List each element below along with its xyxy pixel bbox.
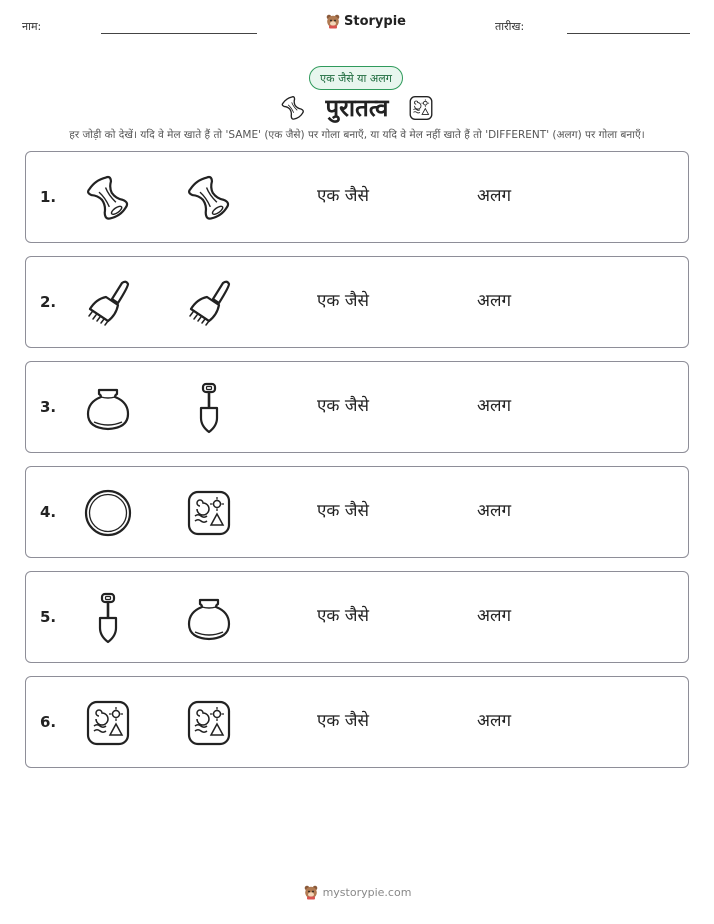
- tablet-icon: [183, 697, 235, 749]
- bear-icon: [325, 13, 341, 29]
- brush-icon: [82, 277, 134, 329]
- different-option[interactable]: अलग: [477, 396, 512, 416]
- bone-icon: [183, 172, 235, 224]
- tablet-icon: [82, 697, 134, 749]
- question-row: [25, 466, 689, 558]
- date-line: [567, 33, 690, 34]
- same-option[interactable]: एक जैसे: [317, 501, 369, 521]
- tablet-icon: [407, 94, 435, 122]
- question-number: 5.: [40, 608, 57, 626]
- question-number: 4.: [40, 503, 57, 521]
- different-option[interactable]: अलग: [477, 291, 512, 311]
- question-row: [25, 361, 689, 453]
- question-number: 2.: [40, 293, 57, 311]
- title-row: [0, 91, 714, 124]
- pot-icon: [183, 592, 235, 644]
- pot-icon: [82, 382, 134, 434]
- different-option[interactable]: अलग: [477, 606, 512, 626]
- footer: [0, 884, 714, 900]
- same-option[interactable]: एक जैसे: [317, 186, 369, 206]
- bone-icon: [82, 172, 134, 224]
- date-label: तारीख:: [495, 20, 525, 33]
- trowel-icon: [82, 592, 134, 644]
- tablet-icon: [183, 487, 235, 539]
- worksheet-type-badge: एक जैसे या अलग: [309, 66, 403, 90]
- question-number: 3.: [40, 398, 57, 416]
- name-label: नाम:: [22, 20, 42, 33]
- coin-icon: [82, 487, 134, 539]
- question-row: [25, 676, 689, 768]
- same-option[interactable]: एक जैसे: [317, 711, 369, 731]
- trowel-icon: [183, 382, 235, 434]
- bone-icon: [279, 94, 307, 122]
- different-option[interactable]: अलग: [477, 501, 512, 521]
- name-line: [101, 33, 257, 34]
- same-option[interactable]: एक जैसे: [317, 291, 369, 311]
- question-row: [25, 151, 689, 243]
- different-option[interactable]: अलग: [477, 186, 512, 206]
- same-option[interactable]: एक जैसे: [317, 606, 369, 626]
- question-number: 1.: [40, 188, 57, 206]
- question-row: [25, 256, 689, 348]
- same-option[interactable]: एक जैसे: [317, 396, 369, 416]
- question-number: 6.: [40, 713, 57, 731]
- brand-name: Storypie: [344, 13, 406, 29]
- brush-icon: [183, 277, 235, 329]
- brand-logo: [325, 13, 406, 29]
- different-option[interactable]: अलग: [477, 711, 512, 731]
- bear-icon: [303, 884, 319, 900]
- footer-site[interactable]: mystorypie.com: [322, 885, 412, 899]
- question-row: [25, 571, 689, 663]
- page-title: पुरातत्व: [325, 94, 389, 122]
- instructions: हर जोड़ी को देखें। यदि वे मेल खाते हैं तो 'SAME' (एक जैसे) पर गोला बनाएँ, या यदि वे मेल नहीं खाते हैं तो 'DIFFERENT' (अलग) पर गोला बनाएँ।: [69, 129, 645, 141]
